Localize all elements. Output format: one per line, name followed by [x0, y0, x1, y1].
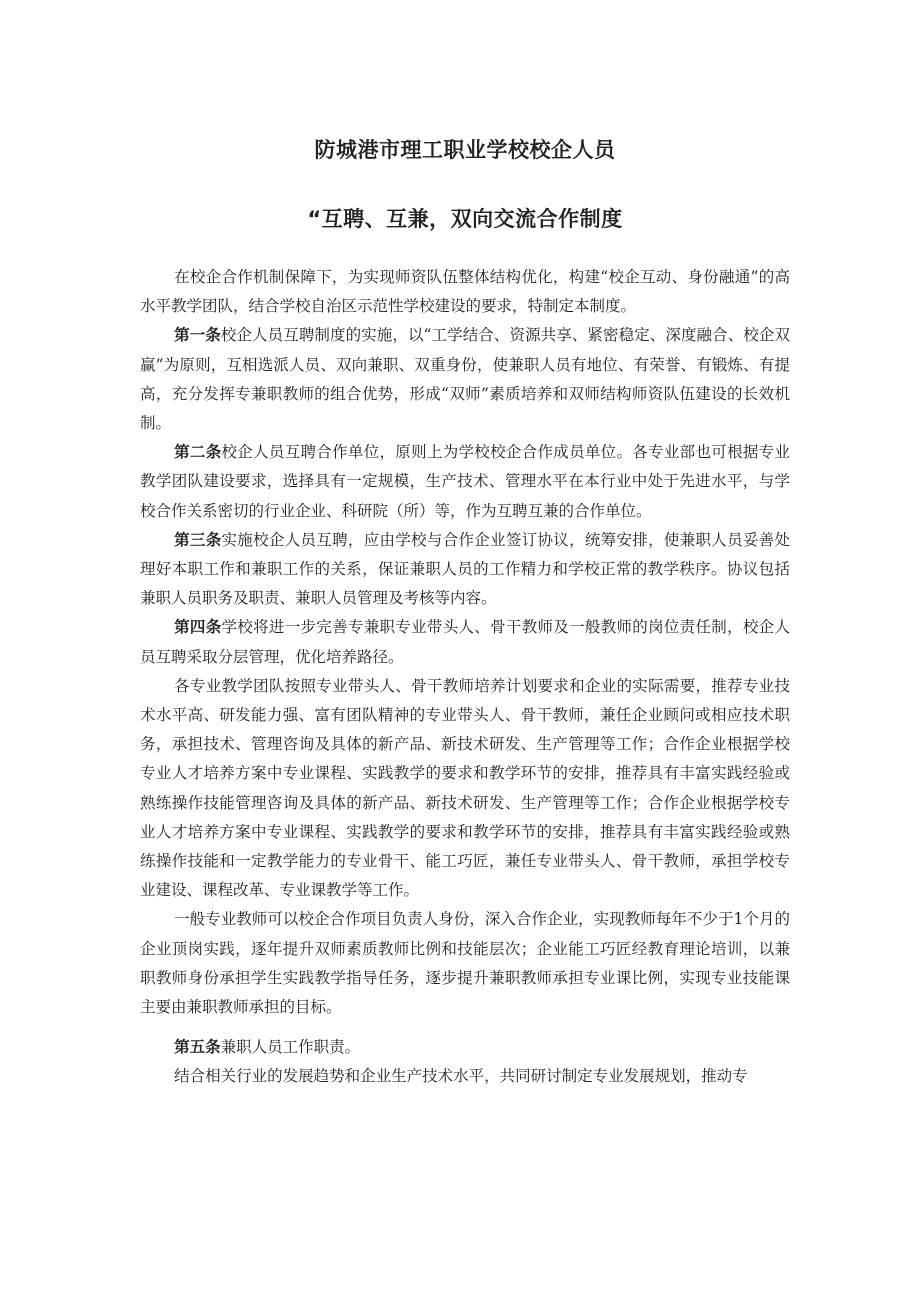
paragraph-text: 校企人员互聘合作单位，原则上为学校校企合作成员单位。各专业部也可根据专业教学团队建设要求，选择具有一定规模，生产技术、管理水平在本行业中处于先进水平，与学校合作关系密切的行业企业、科研院（所）等，作为互聘互兼的合作单位。	[140, 443, 790, 520]
paragraph-text: 一般专业教师可以校企合作项目负责人身份，深入合作企业，实现教师每年不少于1个月的企业顶岗实践，逐年提升双师素质教师比例和技能层次；企业能工巧匠经教育理论培训，以兼职教师身份承担学生实践教学指导任务，逐步提升兼职教师承担专业课比例，实现专业技能课主要由兼职教师承担的目标。	[140, 910, 790, 1017]
article-label: 第五条	[174, 1038, 221, 1057]
document-title-line-1: 防城港市理工职业学校校企人员	[314, 138, 616, 162]
article-5-paragraph	[140, 1033, 790, 1062]
paragraph-text: 学校将进一步完善专兼职专业带头人、骨干教师及一般教师的岗位责任制，校企人员互聘采取分层管理，优化培养路径。	[140, 618, 790, 666]
article-label: 第一条	[174, 326, 221, 345]
paragraph-text: 结合相关行业的发展趋势和企业生产技术水平，共同研讨制定专业发展规划，推动专	[174, 1067, 748, 1086]
article-label: 第二条	[174, 443, 222, 462]
article-1-paragraph	[140, 321, 790, 438]
article-4-paragraph	[140, 613, 790, 671]
intro-paragraph	[140, 263, 790, 321]
document-title-line-2: “互聘、互兼，双向交流合作制度	[307, 207, 623, 231]
paragraph-text: 兼职人员工作职责。	[220, 1038, 361, 1057]
article-label: 第四条	[174, 618, 222, 637]
paragraph-text: 校企人员互聘制度的实施，以“工学结合、资源共享、紧密稳定、深度融合、校企双赢”为原则，互相选派人员、双向兼职、双重身份，使兼职人员有地位、有荣誉、有锻炼、有提高，充分发挥专兼职教师的组合优势，形成“双师”素质培养和双师结构师资队伍建设的长效机制。	[140, 326, 790, 433]
paragraph-text: 实施校企人员互聘，应由学校与合作企业签订协议，统筹安排，使兼职人员妥善处理好本职工作和兼职工作的关系，保证兼职人员的工作精力和学校正常的教学秩序。协议包括兼职人员职务及职责、兼职人员管理及考核等内容。	[140, 530, 790, 608]
paragraph-text: 各专业教学团队按照专业带头人、骨干教师培养计划要求和企业的实际需要，推荐专业技术水平高、研发能力强、富有团队精神的专业带头人、骨干教师，兼任企业顾问或相应技术职务，承担技术、管理咨询及具体的新产品、新技术研发、生产管理等工作；合作企业根据学校专业人才培养方案中专业课程、实践教学的要求和教学环节的安排，推荐具有丰富实践经验或熟练操作技能管理咨询及具体的新产品、新技术研发、生产管理等工作；合作企业根据学校专业人才培养方案中专业课程、实践教学的要求和教学环节的安排，推荐具有丰富实践经验或熟练操作技能和一定教学能力的专业骨干、能工巧匠，兼任专业带头人、骨干教师，承担学校专业建设、课程改革、专业课教学等工作。	[140, 676, 790, 900]
article-3-paragraph	[140, 526, 790, 614]
article-5-detail-paragraph	[140, 1062, 790, 1091]
article-2-paragraph	[140, 438, 790, 526]
document-body	[140, 263, 790, 1092]
article-4-detail-paragraph	[140, 672, 790, 906]
article-label: 第三条	[174, 530, 222, 549]
paragraph-text: 在校企合作机制保障下，为实现师资队伍整体结构优化，构建“校企互动、身份融通”的高水平教学团队，结合学校自治区示范性学校建设的要求，特制定本制度。	[140, 268, 790, 316]
article-4-teacher-paragraph	[140, 905, 790, 1022]
